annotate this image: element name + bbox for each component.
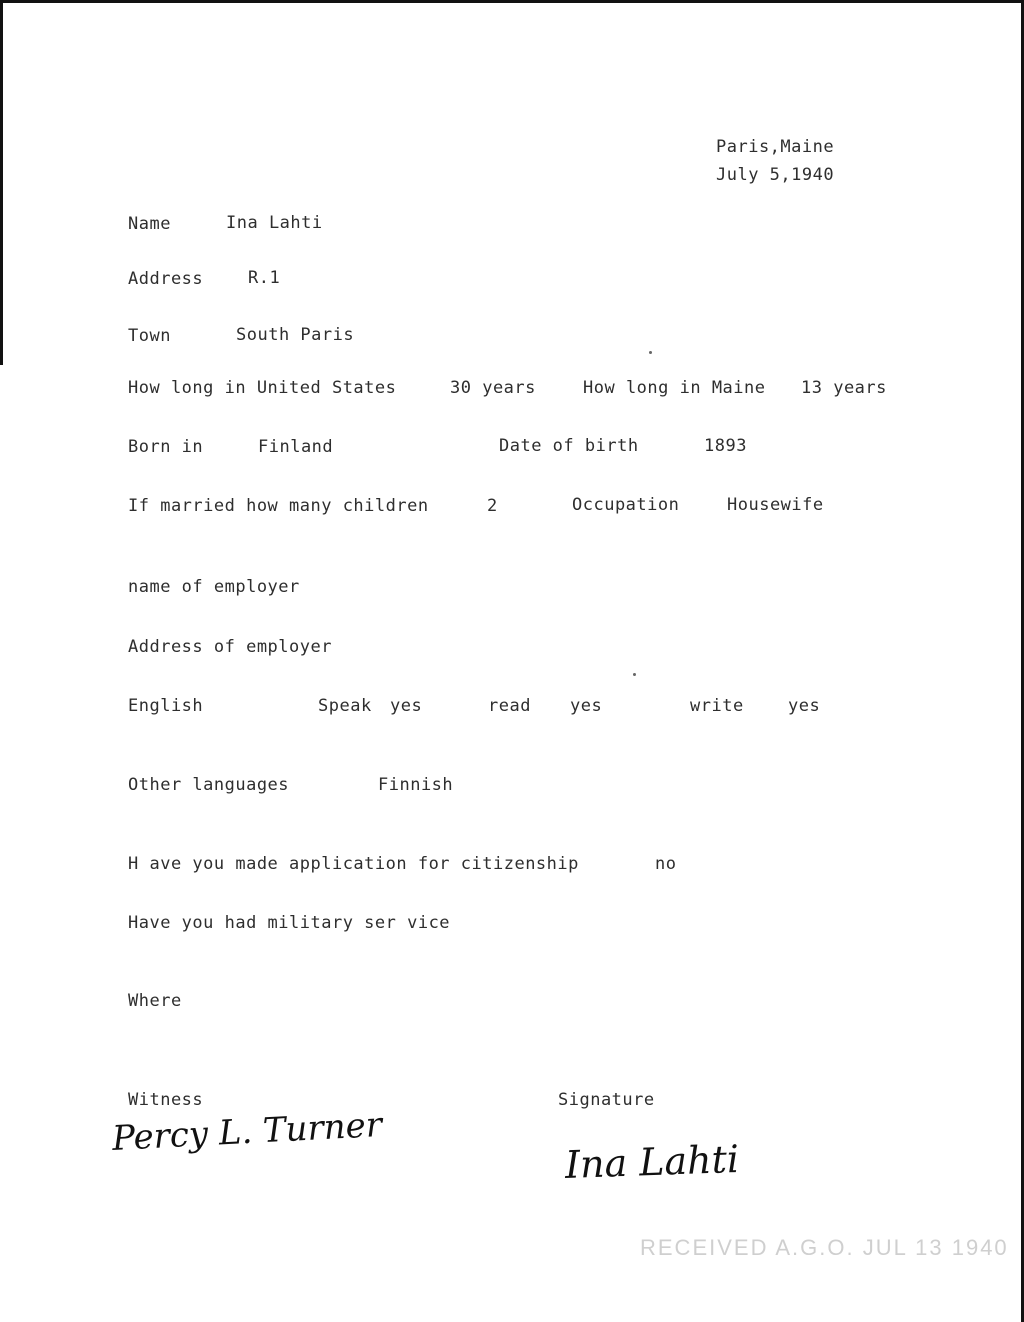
- witness-signature: Percy L. Turner: [111, 1104, 383, 1160]
- write-label: write: [690, 696, 744, 716]
- signature-label: Signature: [558, 1090, 655, 1110]
- other-languages-label: Other languages: [128, 775, 290, 795]
- header-date: July 5,1940: [716, 165, 835, 185]
- read-label: read: [488, 696, 531, 716]
- read-value: yes: [570, 696, 603, 716]
- maine-value: 13 years: [801, 378, 887, 398]
- us-label: How long in United States: [128, 378, 397, 398]
- us-value: 30 years: [450, 378, 536, 398]
- address-value: R.1: [248, 268, 281, 288]
- other-languages-value: Finnish: [378, 775, 454, 795]
- speak-label: Speak: [318, 696, 372, 716]
- ink-speck: [633, 673, 636, 676]
- dob-label: Date of birth: [499, 436, 639, 456]
- write-value: yes: [788, 696, 821, 716]
- ink-speck: [649, 351, 652, 354]
- occupation-label: Occupation: [572, 495, 680, 515]
- occupation-value: Housewife: [727, 495, 824, 515]
- citizenship-value: no: [655, 854, 677, 874]
- born-label: Born in: [128, 437, 204, 457]
- employer-label: name of employer: [128, 577, 300, 597]
- military-label: Have you had military ser vice: [128, 913, 451, 933]
- dob-value: 1893: [704, 436, 747, 456]
- children-value: 2: [487, 496, 498, 516]
- name-value: Ina Lahti: [226, 213, 323, 233]
- town-label: Town: [128, 326, 171, 346]
- address-label: Address: [128, 269, 204, 289]
- where-label: Where: [128, 991, 182, 1011]
- citizenship-label: H ave you made application for citizenship: [128, 854, 579, 874]
- page-edge-left: [0, 0, 3, 365]
- speak-value: yes: [390, 696, 423, 716]
- page-edge-top: [0, 0, 1024, 3]
- header-place: Paris,Maine: [716, 137, 835, 157]
- witness-label: Witness: [128, 1090, 204, 1110]
- children-label: If married how many children: [128, 496, 429, 516]
- maine-label: How long in Maine: [583, 378, 766, 398]
- born-value: Finland: [258, 437, 334, 457]
- received-stamp: RECEIVED A.G.O. JUL 13 1940: [640, 1235, 1009, 1260]
- english-label: English: [128, 696, 204, 716]
- employer-address-label: Address of employer: [128, 637, 332, 657]
- town-value: South Paris: [236, 325, 355, 345]
- name-label: Name: [128, 214, 171, 234]
- applicant-signature: Ina Lahti: [564, 1136, 740, 1188]
